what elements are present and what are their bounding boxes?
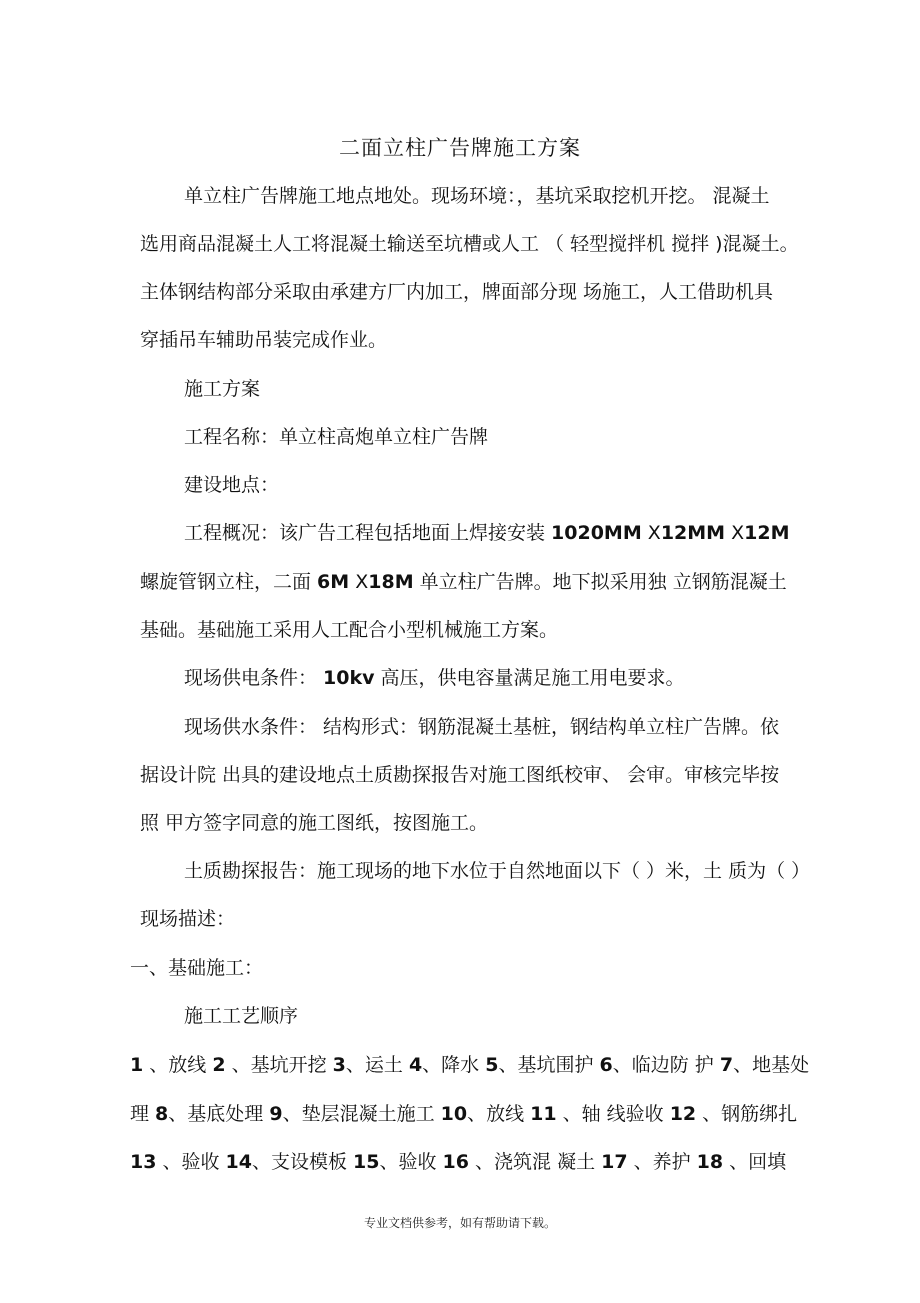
document-title: 二面立柱广告牌施工方案 (339, 136, 581, 160)
step-label: 、支设模板 (252, 1151, 354, 1173)
step-label: 、基坑开挖 (225, 1054, 333, 1076)
paragraph-line (184, 520, 790, 546)
step-label: 、放线 (143, 1054, 213, 1076)
text-run: 10kv (323, 667, 375, 689)
step-number: 9 (269, 1103, 283, 1125)
step-label: 、放线 (467, 1103, 531, 1125)
step-label: 、地基处 (733, 1054, 810, 1076)
step-number: 1 (130, 1054, 144, 1076)
sequence-line (130, 1101, 797, 1127)
step-number: 2 (212, 1054, 226, 1076)
paragraph-line: 穿插吊车辅助吊装完成作业。 (140, 329, 388, 351)
section-heading: 一、基础施工： (130, 957, 264, 979)
step-number: 17 (601, 1151, 628, 1173)
text-run: 6M (317, 571, 350, 593)
text-run: 18M (368, 571, 414, 593)
text-run: 12MM (660, 522, 726, 544)
paragraph-line: 基础。基础施工采用人工配合小型机械施工方案。 (140, 619, 559, 641)
step-number: 7 (719, 1054, 734, 1076)
step-number: 8 (155, 1103, 169, 1125)
paragraph-line: 照 甲方签字同意的施工图纸，按图施工。 (140, 812, 489, 834)
text-run: 单立柱广告牌。地下拟采用独 立钢筋混凝土 (413, 571, 787, 593)
text-run: X (641, 522, 661, 544)
paragraph-line: 单立柱广告牌施工地点地处。现场环境：，基坑采取挖机开挖。 混凝土 (184, 185, 770, 207)
text-run: 高压，供电容量满足施工用电要求。 (374, 667, 685, 689)
step-number: 5 (485, 1054, 499, 1076)
step-label: 、轴 线验收 (556, 1103, 670, 1125)
paragraph-line: 选用商品混凝土人工将混凝土输送至坑槽或人工 （ 轻型搅拌机 搅拌 )混凝土。 (140, 233, 799, 255)
section-heading: 施工方案 (184, 378, 261, 400)
step-number: 4 (408, 1054, 423, 1076)
step-number: 11 (530, 1103, 557, 1125)
step-label: 、验收 (379, 1151, 443, 1173)
step-label: 、养护 (627, 1151, 697, 1173)
text-run: 现场供电条件： (184, 667, 324, 689)
text-run: 工程概况：该广告工程包括地面上焊接安装 (184, 522, 552, 544)
step-number: 6 (599, 1054, 613, 1076)
paragraph-line: 土质勘探报告：施工现场的地下水位于自然地面以下（ ）米，土 质为（ ） (184, 860, 811, 882)
paragraph-line: 工程名称：单立柱高炮单立柱广告牌 (184, 426, 489, 448)
step-number: 3 (332, 1054, 346, 1076)
step-number: 14 (225, 1151, 252, 1173)
text-run: 螺旋管钢立柱，二面 (140, 571, 318, 593)
step-label: 、垫层混凝土施工 (282, 1103, 441, 1125)
subsection-heading: 施工工艺顺序 (184, 1005, 299, 1027)
step-label: 、临边防 护 (612, 1054, 720, 1076)
text-run: 1020MM (551, 522, 642, 544)
step-label: 理 (130, 1103, 156, 1125)
step-label: 、降水 (422, 1054, 486, 1076)
paragraph-line (184, 665, 685, 691)
text-run: X (349, 571, 369, 593)
paragraph-line: 据设计院 出具的建设地点土质勘探报告对施工图纸校审、 会审。审核完毕按 (140, 764, 780, 786)
step-number: 13 (130, 1151, 157, 1173)
paragraph-line (140, 569, 787, 595)
step-label: 、验收 (156, 1151, 226, 1173)
step-number: 10 (440, 1103, 468, 1125)
paragraph-line: 主体钢结构部分采取由承建方厂内加工，牌面部分现 场施工，人工借助机具 (140, 281, 774, 303)
step-label: 、基底处理 (168, 1103, 270, 1125)
step-label: 、钢筋绑扎 (696, 1103, 798, 1125)
page-footer: 专业文档供参考，如有帮助请下载。 (363, 1216, 556, 1230)
text-run: 12M (744, 522, 790, 544)
step-label: 、基坑围护 (498, 1054, 600, 1076)
step-number: 16 (442, 1151, 469, 1173)
step-label: 、浇筑混 凝土 (469, 1151, 602, 1173)
sequence-line (130, 1149, 786, 1175)
text-run: X (725, 522, 745, 544)
step-number: 15 (353, 1151, 380, 1173)
paragraph-line: 建设地点： (184, 474, 280, 496)
step-label: 、回填 (723, 1151, 787, 1173)
step-number: 18 (696, 1151, 724, 1173)
sequence-line (130, 1052, 809, 1078)
step-number: 12 (669, 1103, 697, 1125)
paragraph-line: 现场描述： (140, 908, 236, 930)
step-label: 、运土 (345, 1054, 409, 1076)
paragraph-line: 现场供水条件： 结构形式：钢筋混凝土基桩，钢结构单立柱广告牌。依 (184, 716, 780, 738)
